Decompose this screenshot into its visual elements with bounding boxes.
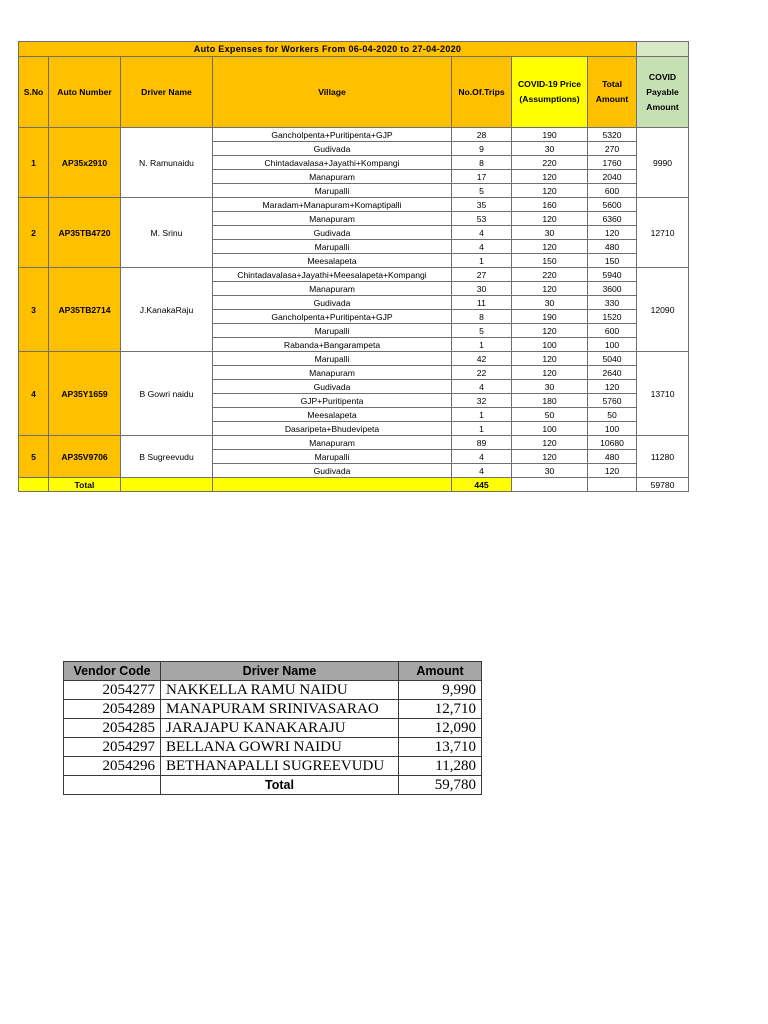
header-payable-line2: Payable xyxy=(646,86,679,97)
vendor-driver-name: NAKKELLA RAMU NAIDU xyxy=(161,681,399,700)
cell-driver-name: N. Ramunaidu xyxy=(121,128,213,198)
header-total-amount xyxy=(588,57,637,128)
cell-trips: 4 xyxy=(452,240,512,254)
header-total-line2: Amount xyxy=(595,94,629,104)
cell-price: 120 xyxy=(512,170,588,184)
total-blank-sno xyxy=(19,478,49,492)
cell-covid-payable: 12710 xyxy=(637,198,689,268)
cell-total-amount: 2040 xyxy=(588,170,637,184)
cell-trips: 8 xyxy=(452,156,512,170)
table-row xyxy=(19,268,689,282)
cell-trips: 42 xyxy=(452,352,512,366)
cell-price: 120 xyxy=(512,436,588,450)
cell-trips: 32 xyxy=(452,394,512,408)
cell-trips: 5 xyxy=(452,324,512,338)
cell-trips: 35 xyxy=(452,198,512,212)
vendor-code: 2054296 xyxy=(64,757,161,776)
cell-covid-payable: 9990 xyxy=(637,128,689,198)
cell-village: Manapuram xyxy=(213,436,452,450)
cell-price: 120 xyxy=(512,450,588,464)
header-total-line1: Total xyxy=(602,79,622,89)
total-blank-driver xyxy=(121,478,213,492)
cell-trips: 1 xyxy=(452,338,512,352)
vendor-driver-name: JARAJAPU KANAKARAJU xyxy=(161,719,399,738)
header-payable-line3: Amount xyxy=(646,101,679,112)
vendor-total-blank xyxy=(64,776,161,795)
cell-price: 190 xyxy=(512,128,588,142)
cell-sno: 2 xyxy=(19,198,49,268)
vendor-row xyxy=(64,738,482,757)
cell-village: Chintadavalasa+Jayathi+Meesalapeta+Kompangi xyxy=(213,268,452,282)
vendor-amount: 12,710 xyxy=(399,700,482,719)
cell-sno: 4 xyxy=(19,352,49,436)
cell-village: Marupalli xyxy=(213,324,452,338)
total-row xyxy=(19,478,689,492)
cell-total-amount: 270 xyxy=(588,142,637,156)
header-covid-payable xyxy=(637,57,689,128)
cell-total-amount: 3600 xyxy=(588,282,637,296)
vendor-row xyxy=(64,700,482,719)
cell-total-amount: 100 xyxy=(588,422,637,436)
cell-trips: 5 xyxy=(452,184,512,198)
cell-auto-number: AP35Y1659 xyxy=(49,352,121,436)
cell-price: 220 xyxy=(512,156,588,170)
vendor-header-row xyxy=(64,662,482,681)
cell-price: 120 xyxy=(512,324,588,338)
cell-sno: 5 xyxy=(19,436,49,478)
cell-auto-number: AP35TB2714 xyxy=(49,268,121,352)
cell-price: 120 xyxy=(512,366,588,380)
cell-trips: 4 xyxy=(452,226,512,240)
cell-village: Marupalli xyxy=(213,450,452,464)
vendor-total-row xyxy=(64,776,482,795)
total-payable: 59780 xyxy=(637,478,689,492)
cell-village: Gancholpenta+Puritipenta+GJP xyxy=(213,128,452,142)
cell-price: 180 xyxy=(512,394,588,408)
header-covid-price-line1: COVID-19 Price xyxy=(517,79,582,89)
cell-price: 120 xyxy=(512,212,588,226)
cell-sno: 3 xyxy=(19,268,49,352)
cell-price: 30 xyxy=(512,464,588,478)
cell-trips: 28 xyxy=(452,128,512,142)
cell-trips: 4 xyxy=(452,450,512,464)
header-trips: No.Of.Trips xyxy=(452,57,512,128)
cell-village: Gudivada xyxy=(213,296,452,310)
header-driver-name: Driver Name xyxy=(121,57,213,128)
cell-trips: 53 xyxy=(452,212,512,226)
cell-total-amount: 600 xyxy=(588,184,637,198)
vendor-header-code: Vendor Code xyxy=(64,662,161,681)
vendor-amount: 11,280 xyxy=(399,757,482,776)
cell-village: Manapuram xyxy=(213,212,452,226)
cell-trips: 4 xyxy=(452,380,512,394)
cell-trips: 89 xyxy=(452,436,512,450)
cell-total-amount: 600 xyxy=(588,324,637,338)
cell-village: Maradam+Manapuram+Komaptipalli xyxy=(213,198,452,212)
cell-total-amount: 480 xyxy=(588,450,637,464)
cell-village: Manapuram xyxy=(213,282,452,296)
header-covid-price-line2: (Assumptions) xyxy=(519,94,580,104)
cell-price: 120 xyxy=(512,184,588,198)
total-blank-price xyxy=(512,478,588,492)
cell-price: 100 xyxy=(512,422,588,436)
vendor-amount: 13,710 xyxy=(399,738,482,757)
vendor-amount: 9,990 xyxy=(399,681,482,700)
cell-total-amount: 120 xyxy=(588,380,637,394)
total-blank-village xyxy=(213,478,452,492)
cell-total-amount: 120 xyxy=(588,226,637,240)
cell-village: Meesalapeta xyxy=(213,254,452,268)
cell-price: 120 xyxy=(512,352,588,366)
cell-sno: 1 xyxy=(19,128,49,198)
cell-village: Manapuram xyxy=(213,366,452,380)
cell-total-amount: 5940 xyxy=(588,268,637,282)
vendor-total-label: Total xyxy=(161,776,399,795)
cell-total-amount: 6360 xyxy=(588,212,637,226)
cell-total-amount: 1760 xyxy=(588,156,637,170)
header-auto-number: Auto Number xyxy=(49,57,121,128)
cell-trips: 1 xyxy=(452,422,512,436)
cell-trips: 1 xyxy=(452,254,512,268)
cell-driver-name: M. Srinu xyxy=(121,198,213,268)
cell-driver-name: J.KanakaRaju xyxy=(121,268,213,352)
header-sno: S.No xyxy=(19,57,49,128)
cell-total-amount: 10680 xyxy=(588,436,637,450)
cell-auto-number: AP35V9706 xyxy=(49,436,121,478)
cell-price: 30 xyxy=(512,380,588,394)
cell-trips: 8 xyxy=(452,310,512,324)
cell-auto-number: AP35x2910 xyxy=(49,128,121,198)
cell-total-amount: 1520 xyxy=(588,310,637,324)
cell-trips: 4 xyxy=(452,464,512,478)
cell-driver-name: B Sugreevudu xyxy=(121,436,213,478)
cell-village: Manapuram xyxy=(213,170,452,184)
table-row xyxy=(19,128,689,142)
cell-village: GJP+Puritipenta xyxy=(213,394,452,408)
cell-village: Rabanda+Bangarampeta xyxy=(213,338,452,352)
cell-total-amount: 5600 xyxy=(588,198,637,212)
vendor-summary-table xyxy=(63,661,482,795)
header-payable-line1: COVID xyxy=(648,71,677,82)
cell-price: 120 xyxy=(512,240,588,254)
cell-total-amount: 5760 xyxy=(588,394,637,408)
cell-village: Gudivada xyxy=(213,464,452,478)
vendor-code: 2054277 xyxy=(64,681,161,700)
header-row xyxy=(19,57,689,128)
vendor-code: 2054297 xyxy=(64,738,161,757)
cell-village: Marupalli xyxy=(213,184,452,198)
cell-auto-number: AP35TB4720 xyxy=(49,198,121,268)
vendor-code: 2054289 xyxy=(64,700,161,719)
cell-trips: 11 xyxy=(452,296,512,310)
vendor-driver-name: BELLANA GOWRI NAIDU xyxy=(161,738,399,757)
cell-trips: 1 xyxy=(452,408,512,422)
vendor-driver-name: BETHANAPALLI SUGREEVUDU xyxy=(161,757,399,776)
cell-total-amount: 100 xyxy=(588,338,637,352)
cell-covid-payable: 12090 xyxy=(637,268,689,352)
vendor-row xyxy=(64,757,482,776)
vendor-row xyxy=(64,681,482,700)
header-village: Village xyxy=(213,57,452,128)
cell-village: Dasaripeta+Bhudevipeta xyxy=(213,422,452,436)
sheet-title-row xyxy=(19,42,689,57)
vendor-code: 2054285 xyxy=(64,719,161,738)
total-trips: 445 xyxy=(452,478,512,492)
total-label: Total xyxy=(49,478,121,492)
table-row xyxy=(19,198,689,212)
vendor-header-amount: Amount xyxy=(399,662,482,681)
cell-total-amount: 5320 xyxy=(588,128,637,142)
vendor-driver-name: MANAPURAM SRINIVASARAO xyxy=(161,700,399,719)
cell-price: 150 xyxy=(512,254,588,268)
cell-price: 220 xyxy=(512,268,588,282)
cell-village: Chintadavalasa+Jayathi+Kompangi xyxy=(213,156,452,170)
cell-village: Marupalli xyxy=(213,352,452,366)
cell-total-amount: 5040 xyxy=(588,352,637,366)
cell-price: 30 xyxy=(512,226,588,240)
cell-village: Marupalli xyxy=(213,240,452,254)
cell-village: Gudivada xyxy=(213,142,452,156)
cell-covid-payable: 11280 xyxy=(637,436,689,478)
cell-price: 120 xyxy=(512,282,588,296)
cell-price: 190 xyxy=(512,310,588,324)
cell-village: Gancholpenta+Puritipenta+GJP xyxy=(213,310,452,324)
expense-sheet-table xyxy=(18,41,689,492)
cell-trips: 9 xyxy=(452,142,512,156)
vendor-amount: 12,090 xyxy=(399,719,482,738)
sheet-title: Auto Expenses for Workers From 06-04-2020 to 27-04-2020 xyxy=(19,42,637,57)
cell-total-amount: 50 xyxy=(588,408,637,422)
vendor-header-name: Driver Name xyxy=(161,662,399,681)
vendor-row xyxy=(64,719,482,738)
cell-total-amount: 120 xyxy=(588,464,637,478)
cell-trips: 17 xyxy=(452,170,512,184)
cell-trips: 30 xyxy=(452,282,512,296)
cell-driver-name: B Gowri naidu xyxy=(121,352,213,436)
cell-total-amount: 2640 xyxy=(588,366,637,380)
title-green-cell xyxy=(637,42,689,57)
cell-village: Gudivada xyxy=(213,226,452,240)
cell-price: 160 xyxy=(512,198,588,212)
cell-price: 100 xyxy=(512,338,588,352)
header-covid-price xyxy=(512,57,588,128)
vendor-total-amount: 59,780 xyxy=(399,776,482,795)
cell-price: 30 xyxy=(512,296,588,310)
cell-total-amount: 480 xyxy=(588,240,637,254)
table-row xyxy=(19,436,689,450)
cell-price: 30 xyxy=(512,142,588,156)
cell-village: Gudivada xyxy=(213,380,452,394)
table-row xyxy=(19,352,689,366)
cell-trips: 27 xyxy=(452,268,512,282)
cell-trips: 22 xyxy=(452,366,512,380)
cell-price: 50 xyxy=(512,408,588,422)
cell-covid-payable: 13710 xyxy=(637,352,689,436)
cell-total-amount: 330 xyxy=(588,296,637,310)
cell-total-amount: 150 xyxy=(588,254,637,268)
total-blank-amount xyxy=(588,478,637,492)
cell-village: Meesalapeta xyxy=(213,408,452,422)
